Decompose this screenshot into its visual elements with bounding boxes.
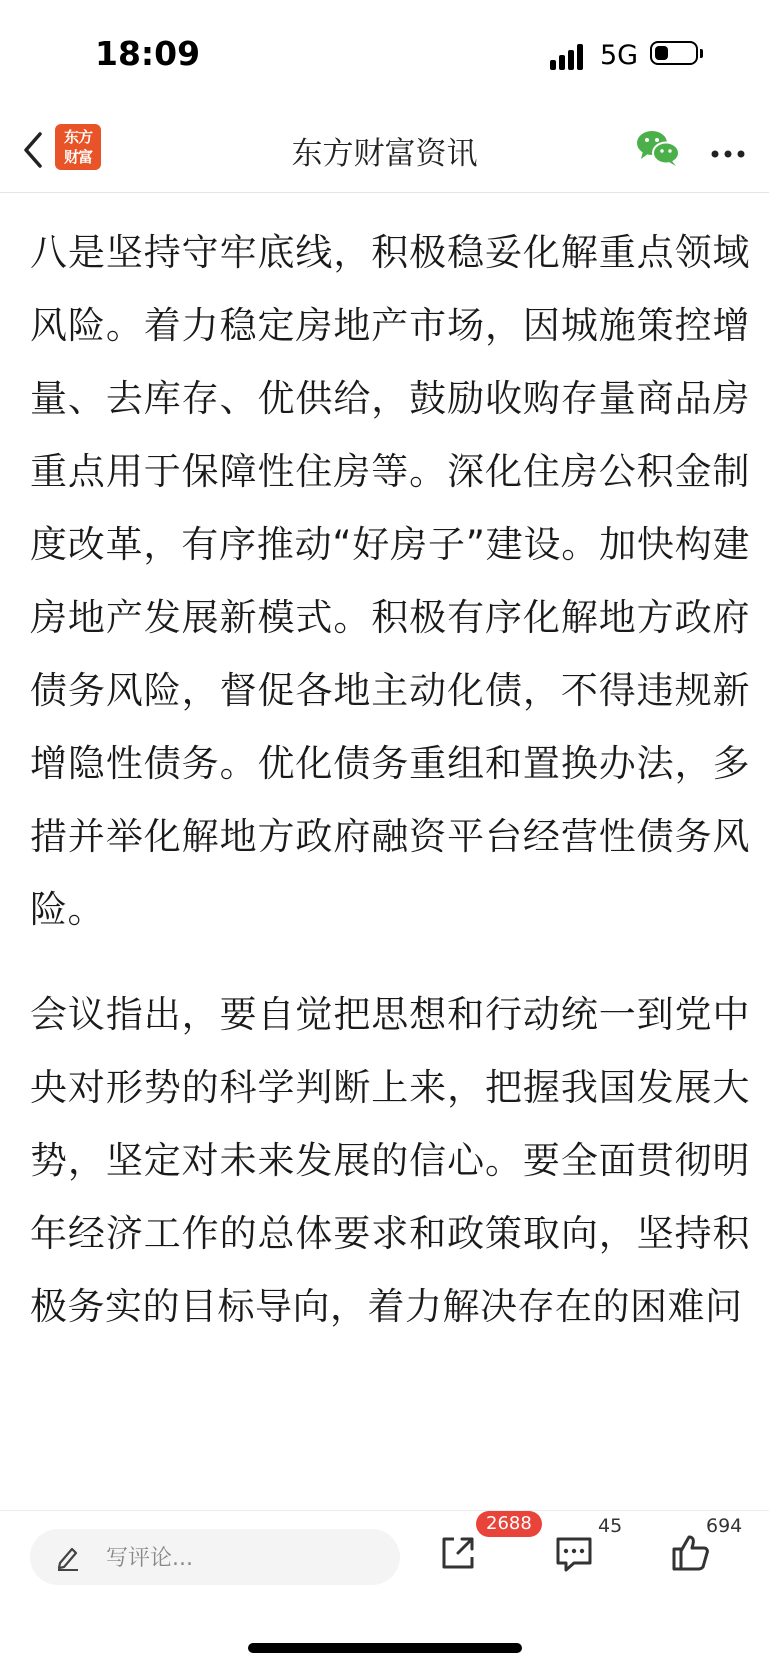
bottom-action-bar — [0, 1510, 769, 1666]
pen-icon — [54, 1543, 82, 1571]
comment-button[interactable] — [552, 1531, 596, 1575]
like-button[interactable] — [668, 1531, 712, 1575]
like-count: 694 — [706, 1515, 743, 1537]
status-bar — [0, 0, 769, 110]
status-time: 18:09 — [95, 34, 201, 73]
page-title: 东方财富资讯 — [291, 136, 478, 172]
app-logo-text: 东方财富 — [64, 128, 93, 166]
comment-input[interactable] — [30, 1529, 400, 1585]
article-body — [0, 192, 769, 1510]
signal-icon — [550, 42, 590, 70]
wechat-icon[interactable] — [636, 128, 680, 168]
share-count-badge: 2688 — [476, 1511, 542, 1537]
article-paragraph: 八是坚持守牢底线，积极稳妥化解重点领域风险。着力稳定房地产市场，因城施策控增量、去库存、优供给，鼓励收购存量商品房重点用于保障性住房等。深化住房公积金制度改革，有序推动“好房子”建设。加快构建房地产发展新模式。积极有序化解地方政府债务风险，督促各地主动化债，不得违规新增隐性债务。优化债务重组和置换办法，多措并举化解地方政府融资平台经营性债务风险。 — [30, 231, 750, 931]
network-label: 5G — [600, 40, 639, 71]
nav-bar — [0, 110, 769, 193]
home-indicator — [248, 1643, 522, 1653]
more-icon[interactable] — [710, 144, 746, 154]
comment-count: 45 — [598, 1515, 623, 1537]
article-paragraph: 会议指出，要自觉把思想和行动统一到党中央对形势的科学判断上来，把握我国发展大势，坚定对未来发展的信心。要全面贯彻明年经济工作的总体要求和政策取向，坚持积极务实的目标导向，着力解决存在的困难问 — [30, 993, 750, 1328]
battery-tip — [700, 49, 703, 58]
battery-icon — [650, 41, 698, 65]
share-button[interactable] — [436, 1531, 480, 1575]
comment-placeholder: 写评论... — [106, 1546, 193, 1571]
